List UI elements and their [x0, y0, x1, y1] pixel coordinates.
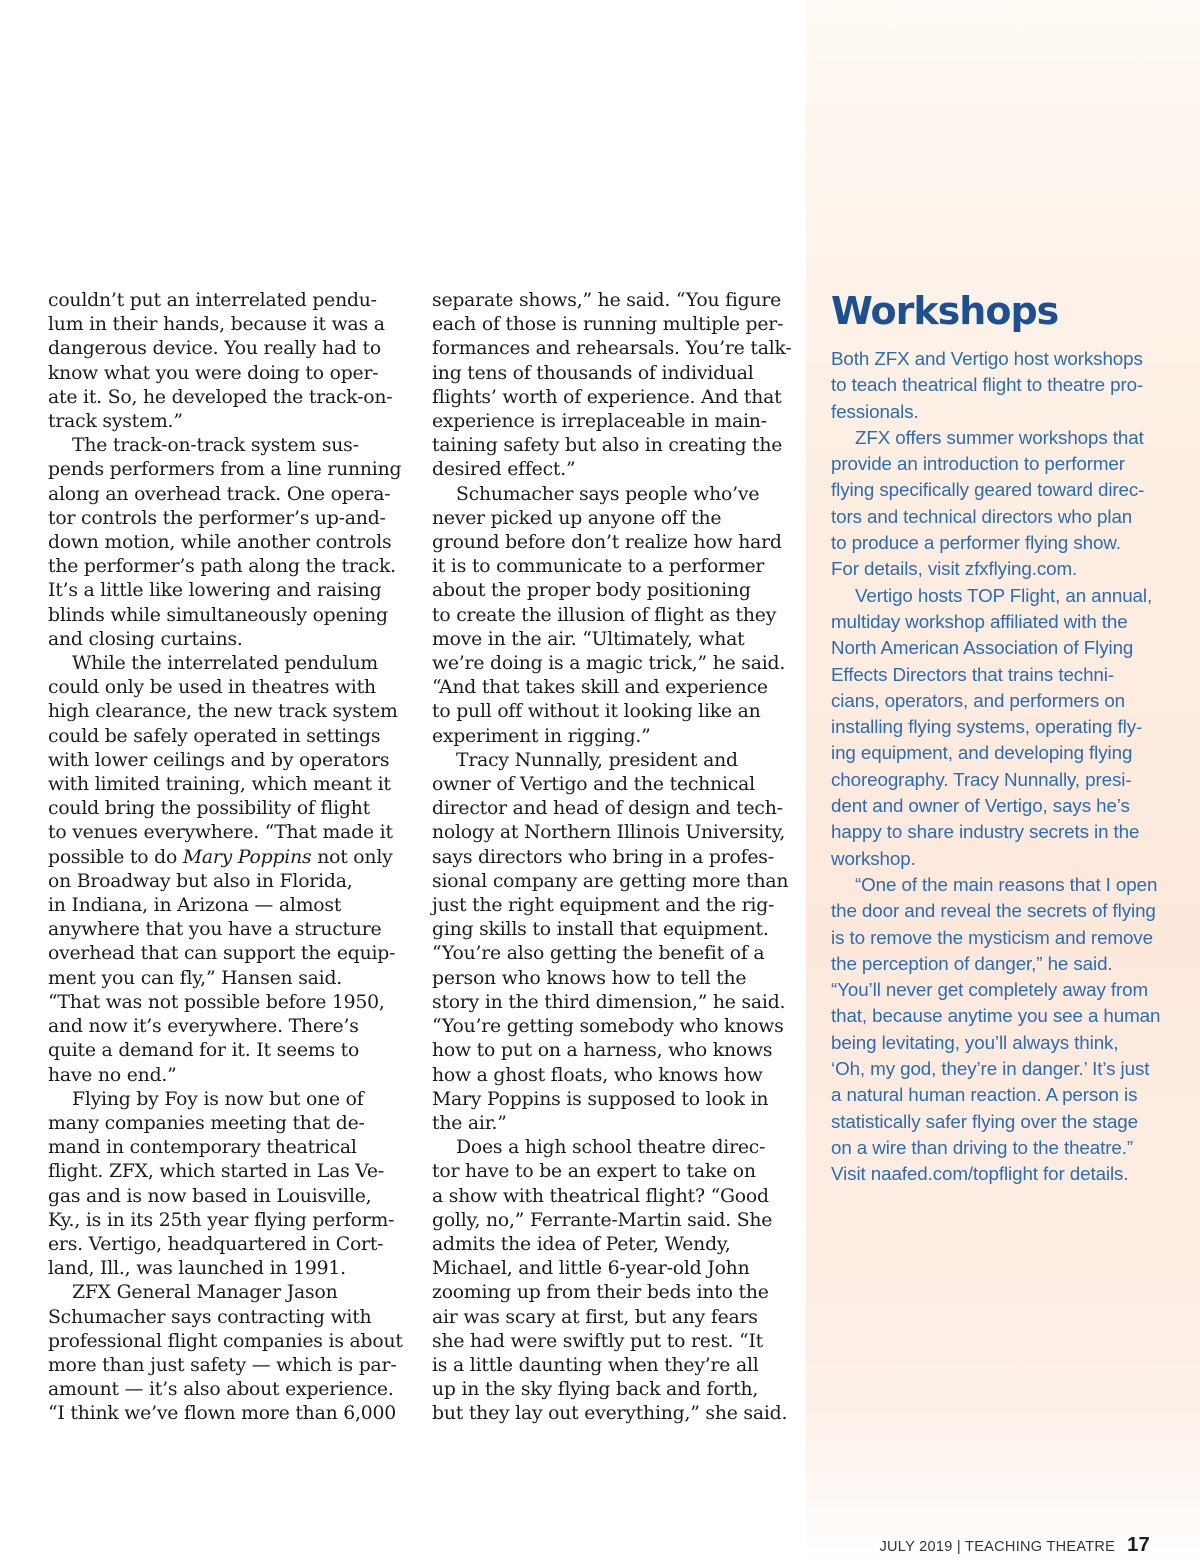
sidebar-line: a natural human reaction. A person is	[831, 1084, 1138, 1106]
text-line: Flying by Foy is now but one of	[72, 1088, 364, 1110]
text-line: with lower ceilings and by operators	[48, 749, 390, 771]
text-run: possible to do	[48, 846, 183, 868]
text-line: “You’re also getting the benefit of a	[432, 943, 765, 965]
sidebar-line: “One of the main reasons that I open	[855, 873, 1158, 895]
sidebar-line: Visit naafed.com/topflight for details.	[831, 1163, 1129, 1185]
text-line: Does a high school theatre direc-	[456, 1137, 766, 1159]
text-line: just the right equipment and the rig-	[432, 895, 775, 917]
text-line: the performer’s path along the track.	[48, 556, 396, 578]
text-line: director and head of design and tech-	[432, 798, 783, 820]
sidebar-line: being levitating, you’ll always think,	[831, 1031, 1119, 1053]
text-line: down motion, while another controls	[48, 532, 392, 554]
text-line: never picked up anyone off the	[432, 507, 722, 529]
text-line: with limited training, which meant it	[48, 774, 391, 796]
sidebar-line: For details, visit zfxflying.com.	[831, 558, 1078, 580]
text-line: the air.”	[432, 1112, 507, 1134]
text-line: experience is irreplaceable in main-	[432, 411, 767, 433]
text-line: to create the illusion of flight as they	[432, 604, 777, 626]
text-line: It’s a little like lowering and raising	[48, 580, 382, 602]
sidebar-line: fessionals.	[831, 400, 919, 422]
issue-label: JULY 2019 | TEACHING THEATRE	[879, 1539, 1116, 1555]
text-line: nology at Northern Illinois University,	[432, 822, 786, 844]
page-footer	[879, 1534, 1150, 1557]
text-line: is a little daunting when they’re all	[432, 1354, 759, 1376]
text-line: more than just safety — which is par-	[48, 1354, 397, 1376]
text-line: about the proper body positioning	[432, 580, 751, 602]
sidebar-line: cians, operators, and performers on	[831, 689, 1126, 711]
text-line: golly, no,” Ferrante-Martin said. She	[432, 1209, 773, 1231]
text-line: sional company are getting more than	[432, 870, 789, 892]
sidebar-line: Both ZFX and Vertigo host workshops	[831, 348, 1143, 369]
text-line: tor have to be an expert to take on	[432, 1161, 756, 1183]
text-line: blinds while simultaneously opening	[48, 604, 388, 626]
text-line: high clearance, the new track system	[48, 701, 398, 723]
text-line: person who knows how to tell the	[432, 967, 747, 989]
text-line: professional flight companies is about	[48, 1330, 403, 1352]
text-line: could be safely operated in settings	[48, 725, 381, 747]
text-line: have no end.”	[48, 1064, 177, 1086]
sidebar-line: is to remove the mysticism and remove	[831, 926, 1153, 948]
sidebar-line: the door and reveal the secrets of flying	[831, 900, 1156, 922]
text-line: story in the third dimension,” he said.	[432, 991, 786, 1013]
text-line: says directors who bring in a profes-	[432, 846, 774, 868]
text-line: overhead that can support the equip-	[48, 943, 396, 965]
text-line: While the interrelated pendulum	[72, 653, 378, 675]
text-line: and now it’s everywhere. There’s	[48, 1016, 359, 1038]
text-line: Michael, and little 6-year-old John	[432, 1258, 750, 1280]
text-line: Schumacher says people who’ve	[456, 483, 760, 505]
text-line: track system.”	[48, 411, 183, 433]
text-line: owner of Vertigo and the technical	[432, 774, 755, 796]
text-line: “I think we’ve flown more than 6,000	[48, 1403, 397, 1425]
text-line: quite a demand for it. It seems to	[48, 1040, 360, 1062]
text-line: dangerous device. You really had to	[48, 338, 381, 360]
text-line: mand in contemporary theatrical	[48, 1137, 357, 1159]
sidebar-line: choreography. Tracy Nunnally, presi-	[831, 768, 1132, 790]
sidebar-line: provide an introduction to performer	[831, 453, 1125, 475]
text-line: ers. Vertigo, headquartered in Cort-	[48, 1233, 384, 1255]
text-line: pends performers from a line running	[48, 459, 402, 481]
sidebar-line: installing flying systems, operating fly-	[831, 716, 1143, 738]
text-line: The track-on-track system sus-	[72, 435, 359, 457]
text-line: it is to communicate to a performer	[432, 556, 765, 578]
text-line: on Broadway but also in Florida,	[48, 870, 353, 892]
text-line: amount — it’s also about experience.	[48, 1379, 394, 1401]
text-line: but they lay out everything,” she said.	[432, 1403, 788, 1425]
text-line: ate it. So, he developed the track-on-	[48, 386, 393, 408]
text-line: to venues everywhere. “That made it	[48, 822, 393, 844]
text-line: flights’ worth of experience. And that	[432, 386, 782, 408]
text-line: Ky., is in its 25th year flying perform-	[48, 1209, 395, 1231]
sidebar-title: Workshops	[831, 289, 1059, 333]
text-line: Tracy Nunnally, president and	[456, 749, 738, 771]
text-run: not only	[311, 846, 393, 868]
text-line: gas and is now based in Louisville,	[48, 1185, 372, 1207]
sidebar-line: North American Association of Flying	[831, 637, 1134, 659]
workshops-sidebar	[831, 286, 1161, 1188]
text-line: ment you can fly,” Hansen said.	[48, 967, 343, 989]
text-line: in Indiana, in Arizona — almost	[48, 895, 342, 917]
text-line: many companies meeting that de-	[48, 1112, 365, 1134]
text-line: admits the idea of Peter, Wendy,	[432, 1233, 731, 1255]
sidebar-line: that, because anytime you see a human	[831, 1005, 1161, 1027]
text-line: she had were swiftly put to rest. “It	[432, 1330, 764, 1352]
text-line: “That was not possible before 1950,	[48, 991, 385, 1013]
text-line: up in the sky flying back and forth,	[432, 1379, 759, 1401]
text-line: zooming up from their beds into the	[432, 1282, 769, 1304]
text-line: flight. ZFX, which started in Las Ve-	[48, 1161, 384, 1183]
sidebar-line: dent and owner of Vertigo, says he’s	[831, 795, 1130, 817]
text-line: formances and rehearsals. You’re talk-	[432, 338, 792, 360]
text-line: lum in their hands, because it was a	[48, 314, 385, 336]
text-line: tor controls the performer’s up-and-	[48, 507, 386, 529]
text-line: could bring the possibility of flight	[48, 798, 370, 820]
text-line: how to put on a harness, who knows	[432, 1040, 773, 1062]
sidebar-line: workshop.	[831, 847, 916, 869]
sidebar-line: ‘Oh, my god, they’re in danger.’ It’s just	[831, 1058, 1150, 1080]
text-line: could only be used in theatres with	[48, 677, 376, 699]
sidebar-line: multiday workshop affiliated with the	[831, 610, 1128, 632]
text-line: a show with theatrical flight? “Good	[432, 1185, 769, 1207]
text-line: air was scary at first, but any fears	[432, 1306, 758, 1328]
page-number: 17	[1127, 1534, 1150, 1556]
text-line: and closing curtains.	[48, 628, 243, 650]
sidebar-line: “You’ll never get completely away from	[831, 979, 1149, 1001]
sidebar-line: Vertigo hosts TOP Flight, an annual,	[855, 584, 1153, 606]
sidebar-line: to produce a performer flying show.	[831, 532, 1121, 554]
text-line: experiment in rigging.”	[432, 725, 651, 747]
text-line: separate shows,” he said. “You figure	[432, 290, 782, 311]
sidebar-line: Effects Directors that trains techni-	[831, 663, 1114, 685]
text-line: ging skills to install that equipment.	[432, 919, 769, 941]
sidebar-line: the perception of danger,” he said.	[831, 952, 1113, 974]
text-line: ing tens of thousands of individual	[432, 362, 754, 384]
text-line: couldn’t put an interrelated pendu-	[48, 290, 377, 311]
article-column-1	[48, 289, 403, 1427]
text-line: Schumacher says contracting with	[48, 1306, 372, 1328]
text-line: “You’re getting somebody who knows	[432, 1016, 784, 1038]
text-line: Mary Poppins is supposed to look in	[432, 1088, 769, 1110]
text-line: know what you were doing to oper-	[48, 362, 379, 384]
sidebar-line: to teach theatrical flight to theatre pro-	[831, 374, 1144, 396]
text-line: taining safety but also in creating the	[432, 435, 783, 457]
show-title: Mary Poppins	[182, 846, 312, 868]
text-line: along an overhead track. One opera-	[48, 483, 391, 505]
sidebar-line: statistically safer flying over the stage	[831, 1110, 1138, 1132]
text-line: “And that takes skill and experience	[432, 677, 768, 699]
sidebar-line: on a wire than driving to the theatre.”	[831, 1136, 1133, 1158]
sidebar-body	[831, 346, 1161, 1188]
text-line: move in the air. “Ultimately, what	[432, 628, 745, 650]
sidebar-line: ZFX offers summer workshops that	[855, 426, 1144, 448]
text-line: ZFX General Manager Jason	[72, 1282, 338, 1304]
text-line: each of those is running multiple per-	[432, 314, 784, 336]
text-line: ground before don’t realize how hard	[432, 532, 782, 554]
sidebar-line: happy to share industry secrets in the	[831, 821, 1140, 843]
text-line: anywhere that you have a structure	[48, 919, 382, 941]
text-line	[48, 846, 393, 870]
sidebar-line: ing equipment, and developing flying	[831, 742, 1133, 764]
sidebar-line: tors and technical directors who plan	[831, 505, 1133, 527]
text-line: how a ghost floats, who knows how	[432, 1064, 763, 1086]
text-line: desired effect.”	[432, 459, 576, 481]
text-line: to pull off without it looking like an	[432, 701, 761, 723]
sidebar-line: flying specifically geared toward direc-	[831, 479, 1145, 501]
article-column-2	[432, 289, 792, 1427]
text-line: land, Ill., was launched in 1991.	[48, 1258, 346, 1280]
text-line: we’re doing is a magic trick,” he said.	[432, 653, 786, 675]
